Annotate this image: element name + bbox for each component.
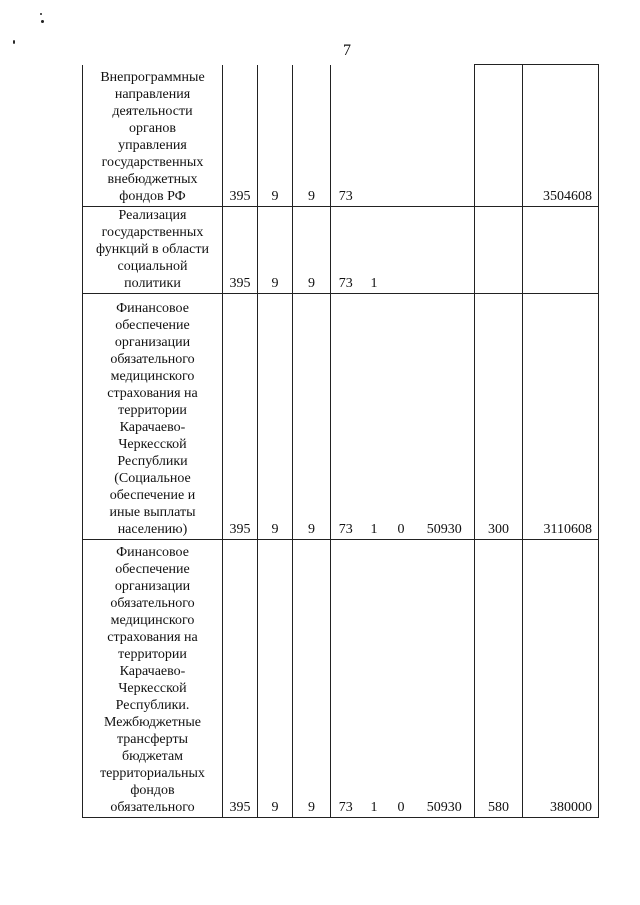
scan-speck [13, 40, 15, 44]
program-code: 73 [331, 207, 361, 294]
ministry-code: 395 [223, 294, 258, 540]
amount [523, 207, 599, 294]
row-name: Финансовое обеспечение организации обязательного медицинского страхования на территории Карачаево- Черкесской Республики (Социальное обеспечение и иные выплаты населению) [83, 294, 223, 540]
main-event-code: 0 [397, 800, 405, 815]
amount: 3110608 [523, 294, 599, 540]
main-event-code [388, 65, 415, 207]
subprogram-code: 1 [370, 800, 378, 815]
subsection-code: 9 [293, 65, 331, 207]
table-row [83, 540, 599, 818]
subsection-code: 9 [293, 207, 331, 294]
ministry-code: 395 [223, 207, 258, 294]
subsection-code: 9 [293, 294, 331, 540]
expense-type-code: 580 [475, 540, 523, 818]
main-event-code [388, 207, 415, 294]
row-name: Реализация государственных функций в области социальной политики [83, 207, 223, 294]
subsection-code: 9 [293, 540, 331, 818]
section-code: 9 [258, 540, 293, 818]
direction-code [415, 65, 475, 207]
scan-speck [40, 13, 42, 15]
page-number: 7 [343, 42, 351, 59]
ministry-code: 395 [223, 540, 258, 818]
row-name: Финансовое обеспечение организации обязательного медицинского страхования на территории Карачаево- Черкесской Республики. Межбюджетные трансферты бюджетам территориальных фондов обязательного [83, 540, 223, 818]
budget-table [82, 64, 599, 818]
amount: 3504608 [523, 65, 599, 207]
section-code: 9 [258, 294, 293, 540]
table-row [83, 65, 599, 207]
expense-type-code: 300 [475, 294, 523, 540]
direction-code [415, 207, 475, 294]
row-name: Внепрограммные направления деятельности органов управления государственных внебюджетных фондов РФ [83, 65, 223, 207]
subprogram-code: 1 [370, 276, 378, 291]
main-event-code: 0 [397, 522, 405, 537]
program-code: 73 [331, 540, 361, 818]
amount: 380000 [523, 540, 599, 818]
section-code: 9 [258, 65, 293, 207]
subprogram-code: 1 [370, 522, 378, 537]
table-row [83, 207, 599, 294]
subprogram-code [361, 65, 388, 207]
direction-code: 50930 [415, 540, 475, 818]
ministry-code: 395 [223, 65, 258, 207]
program-code: 73 [331, 65, 361, 207]
expense-type-code [475, 65, 523, 207]
scan-speck [41, 20, 44, 23]
expense-type-code [475, 207, 523, 294]
direction-code: 50930 [415, 294, 475, 540]
table-row [83, 294, 599, 540]
program-code: 73 [331, 294, 361, 540]
section-code: 9 [258, 207, 293, 294]
